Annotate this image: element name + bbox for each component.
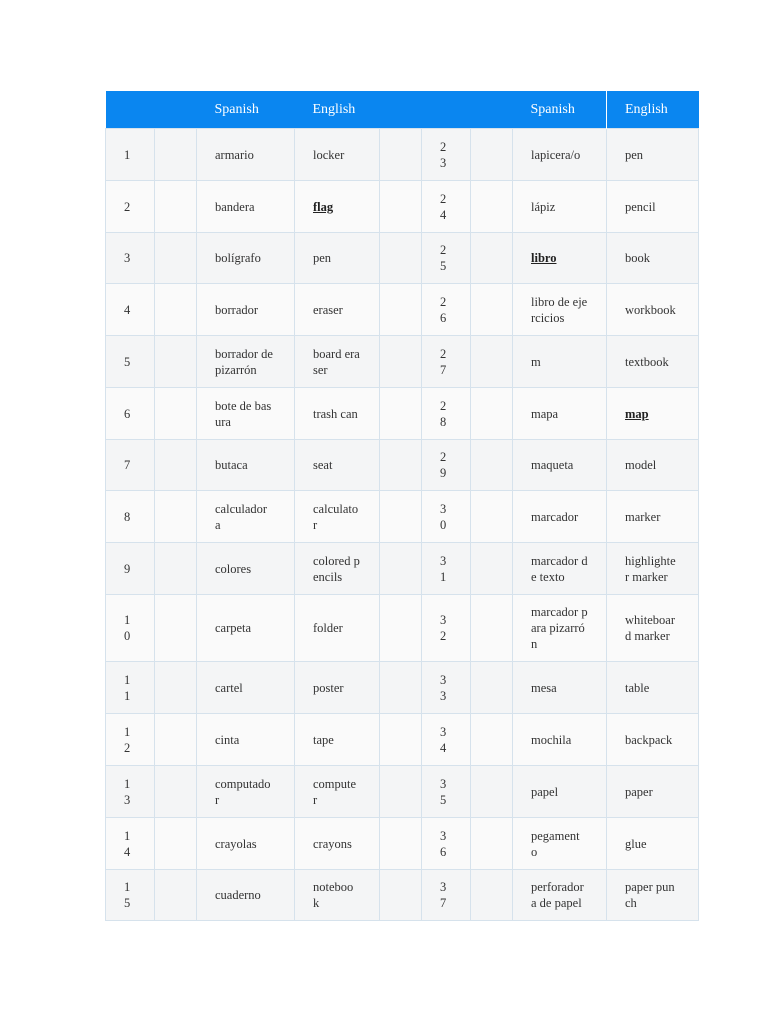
header-english-right: English bbox=[607, 91, 699, 129]
header-blank bbox=[422, 91, 471, 129]
header-blank bbox=[106, 91, 155, 129]
blank-cell bbox=[380, 440, 422, 491]
row-number: 3 4 bbox=[422, 714, 471, 766]
blank-cell bbox=[380, 714, 422, 766]
blank-cell bbox=[380, 818, 422, 870]
row-number: 2 9 bbox=[422, 440, 471, 491]
header-spanish-right: Spanish bbox=[513, 91, 607, 129]
english-word[interactable] bbox=[295, 181, 380, 233]
row-number: 3 1 bbox=[422, 543, 471, 595]
row-number: 1 bbox=[106, 129, 155, 181]
english-word: pen bbox=[607, 129, 699, 181]
row-number: 3 6 bbox=[422, 818, 471, 870]
english-word[interactable] bbox=[607, 388, 699, 440]
header-blank bbox=[471, 91, 513, 129]
row-number: 2 7 bbox=[422, 336, 471, 388]
blank-cell bbox=[380, 181, 422, 233]
english-word: table bbox=[607, 662, 699, 714]
blank-cell bbox=[380, 233, 422, 284]
blank-cell bbox=[471, 336, 513, 388]
english-word: tape bbox=[295, 714, 380, 766]
spanish-word: marcador bbox=[513, 491, 607, 543]
blank-cell bbox=[380, 543, 422, 595]
blank-cell bbox=[155, 714, 197, 766]
blank-cell bbox=[471, 543, 513, 595]
blank-cell bbox=[155, 491, 197, 543]
blank-cell bbox=[380, 870, 422, 921]
blank-cell bbox=[155, 129, 197, 181]
spanish-word: computado r bbox=[197, 766, 295, 818]
row-number: 5 bbox=[106, 336, 155, 388]
header-blank bbox=[380, 91, 422, 129]
spanish-word: lápiz bbox=[513, 181, 607, 233]
spanish-word: marcador para pizarrón bbox=[513, 595, 607, 662]
row-number: 1 2 bbox=[106, 714, 155, 766]
english-word: highlighte r marker bbox=[607, 543, 699, 595]
row-number: 2 3 bbox=[422, 129, 471, 181]
blank-cell bbox=[380, 336, 422, 388]
row-number: 9 bbox=[106, 543, 155, 595]
blank-cell bbox=[471, 818, 513, 870]
blank-cell bbox=[155, 181, 197, 233]
header-english-left: English bbox=[295, 91, 380, 129]
row-number: 3 2 bbox=[422, 595, 471, 662]
spanish-word: perforador a de papel bbox=[513, 870, 607, 921]
english-word: locker bbox=[295, 129, 380, 181]
row-number: 3 5 bbox=[422, 766, 471, 818]
table-row bbox=[106, 491, 699, 543]
english-word: colored pencils bbox=[295, 543, 380, 595]
blank-cell bbox=[471, 440, 513, 491]
spanish-word: maqueta bbox=[513, 440, 607, 491]
spanish-word: lapicera/o bbox=[513, 129, 607, 181]
blank-cell bbox=[380, 284, 422, 336]
spanish-word: cuaderno bbox=[197, 870, 295, 921]
blank-cell bbox=[155, 766, 197, 818]
spanish-word: pegament o bbox=[513, 818, 607, 870]
blank-cell bbox=[471, 766, 513, 818]
blank-cell bbox=[471, 714, 513, 766]
blank-cell bbox=[155, 233, 197, 284]
english-word: textbook bbox=[607, 336, 699, 388]
blank-cell bbox=[471, 595, 513, 662]
english-word: pen bbox=[295, 233, 380, 284]
blank-cell bbox=[155, 388, 197, 440]
vocabulary-table bbox=[105, 91, 699, 921]
spanish-word: mochila bbox=[513, 714, 607, 766]
spanish-word: borrador de pizarrón bbox=[197, 336, 295, 388]
english-word: poster bbox=[295, 662, 380, 714]
english-word: compute r bbox=[295, 766, 380, 818]
blank-cell bbox=[471, 662, 513, 714]
blank-cell bbox=[380, 491, 422, 543]
row-number: 1 1 bbox=[106, 662, 155, 714]
english-word: folder bbox=[295, 595, 380, 662]
english-word: model bbox=[607, 440, 699, 491]
word-link[interactable]: map bbox=[625, 406, 649, 421]
blank-cell bbox=[471, 491, 513, 543]
blank-cell bbox=[155, 870, 197, 921]
row-number: 2 5 bbox=[422, 233, 471, 284]
table-row bbox=[106, 233, 699, 284]
english-word: pencil bbox=[607, 181, 699, 233]
table-row bbox=[106, 870, 699, 921]
blank-cell bbox=[380, 766, 422, 818]
table-row bbox=[106, 129, 699, 181]
row-number: 3 0 bbox=[422, 491, 471, 543]
spanish-word: crayolas bbox=[197, 818, 295, 870]
english-word: workbook bbox=[607, 284, 699, 336]
blank-cell bbox=[155, 818, 197, 870]
english-word: book bbox=[607, 233, 699, 284]
english-word: trash can bbox=[295, 388, 380, 440]
blank-cell bbox=[471, 129, 513, 181]
table-row bbox=[106, 543, 699, 595]
row-number: 6 bbox=[106, 388, 155, 440]
row-number: 1 4 bbox=[106, 818, 155, 870]
spanish-word: bandera bbox=[197, 181, 295, 233]
blank-cell bbox=[155, 284, 197, 336]
english-word: board eraser bbox=[295, 336, 380, 388]
table-row bbox=[106, 766, 699, 818]
blank-cell bbox=[155, 662, 197, 714]
blank-cell bbox=[155, 336, 197, 388]
english-word: crayons bbox=[295, 818, 380, 870]
blank-cell bbox=[155, 543, 197, 595]
spanish-word: m bbox=[513, 336, 607, 388]
row-number: 1 5 bbox=[106, 870, 155, 921]
english-word: eraser bbox=[295, 284, 380, 336]
table-row bbox=[106, 662, 699, 714]
table-row bbox=[106, 440, 699, 491]
row-number: 7 bbox=[106, 440, 155, 491]
row-number: 2 6 bbox=[422, 284, 471, 336]
spanish-word: borrador bbox=[197, 284, 295, 336]
blank-cell bbox=[380, 129, 422, 181]
spanish-word: colores bbox=[197, 543, 295, 595]
english-word: whiteboar d marker bbox=[607, 595, 699, 662]
spanish-word: mapa bbox=[513, 388, 607, 440]
spanish-word: bolígrafo bbox=[197, 233, 295, 284]
spanish-word: bote de basura bbox=[197, 388, 295, 440]
english-word: paper bbox=[607, 766, 699, 818]
blank-cell bbox=[471, 284, 513, 336]
english-word: glue bbox=[607, 818, 699, 870]
spanish-word: cartel bbox=[197, 662, 295, 714]
header-spanish-left: Spanish bbox=[197, 91, 295, 129]
row-number: 1 3 bbox=[106, 766, 155, 818]
english-word: marker bbox=[607, 491, 699, 543]
table-row bbox=[106, 336, 699, 388]
spanish-word: armario bbox=[197, 129, 295, 181]
table-row bbox=[106, 284, 699, 336]
table-row bbox=[106, 388, 699, 440]
english-word: calculato r bbox=[295, 491, 380, 543]
row-number: 3 3 bbox=[422, 662, 471, 714]
spanish-word: butaca bbox=[197, 440, 295, 491]
table-row bbox=[106, 181, 699, 233]
header-blank bbox=[155, 91, 197, 129]
blank-cell bbox=[380, 595, 422, 662]
row-number: 2 4 bbox=[422, 181, 471, 233]
row-number: 3 7 bbox=[422, 870, 471, 921]
spanish-word: carpeta bbox=[197, 595, 295, 662]
blank-cell bbox=[471, 388, 513, 440]
blank-cell bbox=[155, 440, 197, 491]
row-number: 1 0 bbox=[106, 595, 155, 662]
word-link[interactable]: libro bbox=[531, 251, 557, 265]
english-word: paper punch bbox=[607, 870, 699, 921]
row-number: 4 bbox=[106, 284, 155, 336]
table-row bbox=[106, 595, 699, 662]
row-number: 2 8 bbox=[422, 388, 471, 440]
spanish-word: papel bbox=[513, 766, 607, 818]
spanish-word: calculador a bbox=[197, 491, 295, 543]
row-number: 8 bbox=[106, 491, 155, 543]
english-word: seat bbox=[295, 440, 380, 491]
table-row bbox=[106, 714, 699, 766]
row-number: 3 bbox=[106, 233, 155, 284]
row-number: 2 bbox=[106, 181, 155, 233]
spanish-word[interactable] bbox=[513, 233, 607, 284]
blank-cell bbox=[380, 388, 422, 440]
spanish-word: cinta bbox=[197, 714, 295, 766]
word-link[interactable]: flag bbox=[313, 199, 334, 214]
blank-cell bbox=[155, 595, 197, 662]
blank-cell bbox=[471, 181, 513, 233]
table-header-row bbox=[106, 91, 699, 129]
table-row bbox=[106, 818, 699, 870]
blank-cell bbox=[471, 233, 513, 284]
blank-cell bbox=[380, 662, 422, 714]
spanish-word: mesa bbox=[513, 662, 607, 714]
spanish-word: marcador de texto bbox=[513, 543, 607, 595]
english-word: noteboo k bbox=[295, 870, 380, 921]
english-word: backpack bbox=[607, 714, 699, 766]
spanish-word: libro de ejercicios bbox=[513, 284, 607, 336]
blank-cell bbox=[471, 870, 513, 921]
